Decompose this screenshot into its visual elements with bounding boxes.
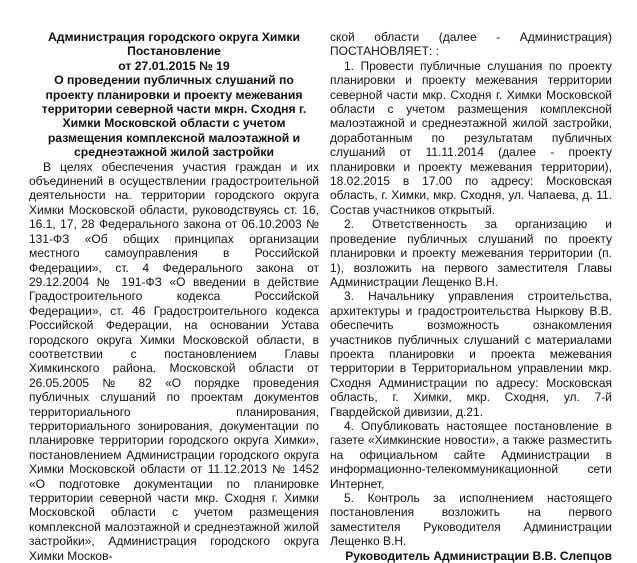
right-column bbox=[330, 30, 612, 563]
document-type: Постановление bbox=[127, 44, 221, 59]
signature-line: Руководитель Администрации В.В. Слепцов bbox=[345, 548, 612, 563]
resolution-item-3: 3. Начальнику управления строительства, архитектуры и градостроительства Ныркову В.В. обеспечить возможность ознакомления участников публичных слушаний с материалами проекта планировки и проекта межевания территории в Территориальном управлении мкр. Сходня Администрации по адресу: Московская область, г. Химки, мкр. Сходня, ул. 7-й Гвардейской дивизии, д.21. bbox=[330, 289, 612, 419]
left-column bbox=[29, 30, 319, 563]
document-title: О проведении публичных слушаний по проекту планировки и проекту межевания территории северной части мкрн. Сходня г. Химки Московской области с учетом размещения комплексной малоэтажной и среднеэтажной жилой застройки bbox=[41, 73, 307, 160]
resolution-item-1: 1. Провести публичные слушания по проекту планировки и проекту межевания территории северной части мкр. Сходня г. Химки Московской области с учетом размещения комплексной малоэтажной и среднеэтажной жилой застройки, доработанным по результатам публичных слушаний от 11.11.2014 (далее - проекту планировки и проекту межевания территории), 18.02.2015 в 17.00 по адресу: Московская область, г. Химки, мкр. Сходня, ул. Чапаева, д. 11. Состав участников открытый. bbox=[330, 58, 612, 217]
resolution-item-4: 4. Опубликовать настоящее постановление в газете «Химкинские новости», а также разместить на официальном сайте Администрации в информационно-телекоммуникационной сети Интернет, bbox=[330, 418, 612, 491]
preamble-paragraph: В целях обеспечения участия граждан и их объединений в осуществлении градостроительной деятельности на. территории городского округа Химки Московской области, руководствуясь ст. 16, 16.1, 17, 28 Федерального закона от 06.10.2003 № 131-ФЗ «Об общих принципах организации местного самоуправления в Российской Федерации», ст. 4 Федерального закона от 29.12.2004 № 191-ФЗ «О введении в действие Градостроительного кодекса Российской Федерации», ст. 46 Градостроительного кодекса Российской Федерации, на основании Устава городского округа Химки Московской области, в соответствии с постановлением Главы Химкинского района. Московской области от 26.05.2005 № 82 «О порядке проведения публичных слушаний по проектам документов территориального планирования, территориального зонирования, документации по планировке территории городского округа Химки», постановлением Администрации городского округа Химки Московской области от 11.12.2013 № 1452 «О подготовке документации по планировке территории северной части мкр. Сходня г. Химки Московской области с учетом размещения комплексной малоэтажной и среднеэтажной жилой застройки», Администрация городского округа Химки Москов- bbox=[29, 159, 319, 563]
resolution-item-5: 5. Контроль за исполнением настоящего постановления возложить на первого заместителя Руководителя Администрации Лещенко В.Н. bbox=[330, 491, 612, 549]
issuing-organization: Администрация городского округа Химки bbox=[48, 30, 300, 44]
preamble-continuation: ской области (далее - Администрация) ПОСТАНОВЛЯЕТ: : bbox=[330, 30, 612, 59]
document-date-number: от 27.01.2015 № 19 bbox=[118, 58, 230, 73]
resolution-item-2: 2. Ответственность за организацию и проведение публичных слушаний по проекту планировки и проекту межевания территории (п. 1), возложить на первого заместителя Главы Администрации Лещенко В.Н. bbox=[330, 217, 612, 289]
